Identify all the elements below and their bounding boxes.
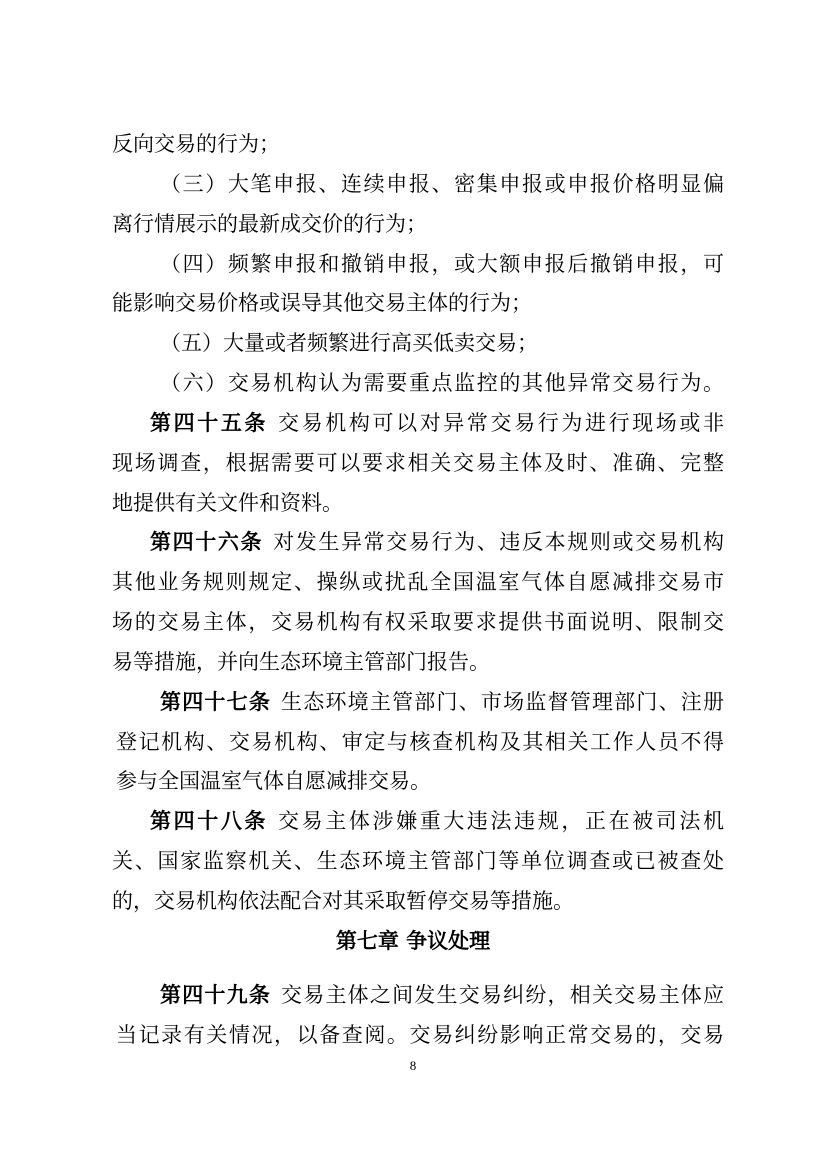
chapter-heading: 第七章 争议处理 <box>335 929 491 953</box>
text-line: 地提供有关文件和资料。 <box>112 491 343 515</box>
text-line: 离行情展示的最新成交价的行为； <box>112 212 427 236</box>
text-line: 场的交易主体，交易机构有权采取要求提供书面说明、限制交 <box>112 610 724 634</box>
article-49-text: 交易主体之间发生交易纠纷，相关交易主体应 <box>281 983 725 1007</box>
text-line: 其他业务规则规定、操纵或扰乱全国温室气体自愿减排交易市 <box>112 570 724 594</box>
text-line: 反向交易的行为； <box>112 132 280 156</box>
article-48-title: 第四十八条 <box>150 809 269 833</box>
text-line: （五）大量或者频繁进行高买低卖交易； <box>160 331 538 355</box>
page-number: 8 <box>409 1058 417 1073</box>
text-line: 参与全国温室气体自愿减排交易。 <box>116 769 431 793</box>
article-47-first-line <box>160 687 724 717</box>
text-line: 能影响交易价格或误导其他交易主体的行为； <box>112 291 532 315</box>
text-line: 的，交易机构依法配合对其采取暂停交易等措施。 <box>112 889 574 913</box>
article-46-text: 对发生异常交易行为、违反本规则或交易机构 <box>273 530 724 554</box>
text-line: 现场调查，根据需要可以要求相关交易主体及时、准确、完整 <box>112 451 724 475</box>
text-line: （三）大笔申报、连续申报、密集申报或申报价格明显偏 <box>160 172 724 196</box>
article-49-first-line <box>160 980 724 1010</box>
article-46-title: 第四十六条 <box>150 530 264 554</box>
article-46-first-line <box>150 527 724 557</box>
text-line: 登记机构、交易机构、审定与核查机构及其相关工作人员不得 <box>116 730 724 754</box>
article-45-title: 第四十五条 <box>150 411 269 435</box>
text-line: 易等措施，并向生态环境主管部门报告。 <box>112 650 490 674</box>
article-47-title: 第四十七条 <box>160 690 272 714</box>
text-line: 关、国家监察机关、生态环境主管部门等单位调查或已被查处 <box>112 849 724 873</box>
text-line: （六）交易机构认为需要重点监控的其他异常交易行为。 <box>160 371 724 395</box>
article-49-title: 第四十九条 <box>160 983 272 1007</box>
article-48-first-line <box>150 806 724 836</box>
article-48-text: 交易主体涉嫌重大违法违规，正在被司法机 <box>278 809 725 833</box>
article-47-text: 生态环境主管部门、市场监督管理部门、注册 <box>281 690 725 714</box>
article-45-first-line <box>150 408 724 438</box>
article-45-text: 交易机构可以对异常交易行为进行现场或非 <box>278 411 725 435</box>
text-line: 当记录有关情况，以备查阅。交易纠纷影响正常交易的，交易 <box>116 1023 724 1047</box>
text-line: （四）频繁申报和撤销申报，或大额申报后撤销申报，可 <box>160 252 724 276</box>
